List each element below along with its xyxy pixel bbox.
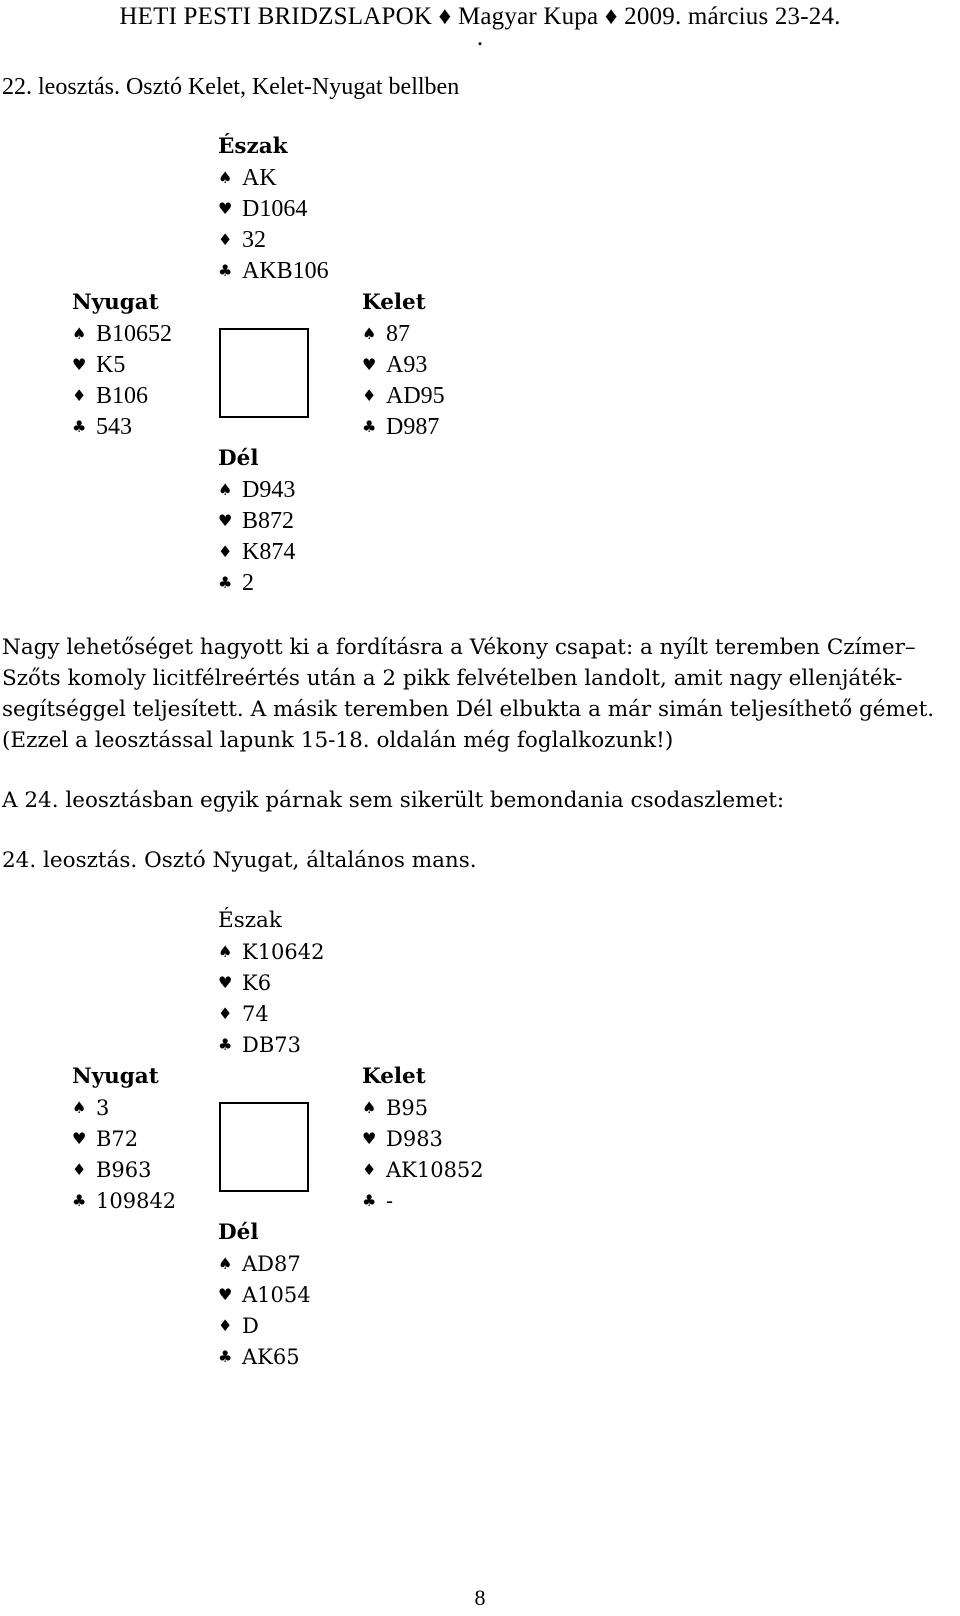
bridge-table-box	[219, 328, 309, 418]
heart-icon: ♥	[218, 511, 233, 530]
west-clubs: 543	[96, 414, 132, 440]
diamond-icon: ♦	[362, 1160, 377, 1179]
paragraph-line: segítséggel teljesített. A másik teremben Dél elbukta a már simán teljesíthető gémet.	[2, 697, 935, 722]
east-clubs: D987	[386, 414, 440, 440]
south-clubs: 2	[242, 570, 254, 596]
east-diamonds: AK10852	[386, 1158, 484, 1182]
deal-22-caption: 22. leosztás. Osztó Kelet, Kelet-Nyugat bellben	[2, 74, 460, 100]
north-diamonds: 32	[242, 227, 266, 253]
north-label: Észak	[218, 134, 288, 159]
east-spades: B95	[386, 1096, 429, 1120]
west-clubs: 109842	[96, 1189, 177, 1213]
diamond-icon: ♦	[72, 386, 87, 405]
spade-icon: ♠	[218, 1254, 233, 1273]
deal-24-south-hand	[218, 1217, 311, 1372]
club-icon: ♣	[362, 1191, 377, 1210]
north-hearts: K6	[242, 971, 272, 995]
east-label: Kelet	[362, 290, 426, 315]
east-hearts: D983	[386, 1127, 443, 1151]
club-icon: ♣	[362, 417, 377, 436]
club-icon: ♣	[218, 1347, 233, 1366]
south-diamonds: D	[242, 1314, 259, 1338]
south-hearts: B872	[242, 508, 295, 534]
heart-icon: ♥	[362, 355, 377, 374]
club-icon: ♣	[72, 417, 87, 436]
south-hearts: A1054	[242, 1283, 311, 1307]
spade-icon: ♠	[218, 480, 233, 499]
spade-icon: ♠	[362, 1098, 377, 1117]
deal-22-south-hand	[218, 443, 295, 598]
east-clubs: -	[386, 1189, 394, 1213]
east-spades: 87	[386, 321, 410, 347]
diamond-icon: ♦	[218, 542, 233, 561]
header-dot: .	[476, 24, 484, 51]
west-diamonds: B963	[96, 1158, 152, 1182]
heart-icon: ♥	[218, 199, 233, 218]
west-hearts: K5	[96, 352, 126, 378]
east-hearts: A93	[386, 352, 428, 378]
west-diamonds: B106	[96, 383, 149, 409]
spade-icon: ♠	[218, 942, 233, 961]
heart-icon: ♥	[72, 355, 87, 374]
page-header: HETI PESTI BRIDZSLAPOK ♦ Magyar Kupa ♦ 2009. március 23-24.	[119, 3, 841, 30]
page-number: 8	[474, 1585, 486, 1610]
north-clubs: DB73	[242, 1033, 301, 1057]
diamond-icon: ♦	[218, 1316, 233, 1335]
spade-icon: ♠	[72, 1098, 87, 1117]
deal-22-north-hand	[218, 131, 329, 286]
north-hearts: D1064	[242, 196, 308, 222]
deal-24-east-hand	[362, 1061, 484, 1216]
paragraph-line: (Ezzel a leosztással lapunk 15-18. oldalán még foglalkozunk!)	[2, 728, 674, 753]
deal-24-caption: 24. leosztás. Osztó Nyugat, általános mans.	[2, 848, 477, 873]
north-clubs: AKB106	[242, 258, 329, 284]
paragraph-line: Nagy lehetőséget hagyott ki a fordításra a Vékony csapat: a nyílt teremben Czímer–	[2, 635, 916, 660]
heart-icon: ♥	[218, 973, 233, 992]
south-clubs: AK65	[242, 1345, 300, 1369]
north-diamonds: 74	[242, 1002, 269, 1026]
bridge-table-box	[219, 1102, 309, 1192]
south-label: Dél	[218, 446, 259, 471]
east-diamonds: AD95	[386, 383, 445, 409]
north-label: Észak	[218, 908, 282, 933]
diamond-icon: ♦	[72, 1160, 87, 1179]
west-label: Nyugat	[72, 290, 159, 315]
west-spades: 3	[96, 1096, 110, 1120]
deal-24-west-hand	[72, 1061, 176, 1216]
diamond-icon: ♦	[362, 386, 377, 405]
south-label: Dél	[218, 1220, 259, 1245]
west-spades: B10652	[96, 321, 173, 347]
deal-24-north-hand	[218, 905, 325, 1060]
club-icon: ♣	[218, 1035, 233, 1054]
heart-icon: ♥	[72, 1129, 87, 1148]
east-label: Kelet	[362, 1064, 426, 1089]
paragraph-line: Szőts komoly licitfélreértés után a 2 pikk felvételben landolt, amit nagy ellenjáték-	[2, 666, 903, 691]
diamond-icon: ♦	[218, 1004, 233, 1023]
deal-22-west-hand	[72, 287, 172, 442]
west-hearts: B72	[96, 1127, 139, 1151]
north-spades: AK	[242, 165, 277, 191]
south-diamonds: K874	[242, 539, 296, 565]
spade-icon: ♠	[362, 324, 377, 343]
heart-icon: ♥	[218, 1285, 233, 1304]
north-spades: K10642	[242, 940, 325, 964]
spade-icon: ♠	[218, 168, 233, 187]
commentary-paragraph	[2, 632, 935, 756]
club-icon: ♣	[72, 1191, 87, 1210]
club-icon: ♣	[218, 573, 233, 592]
south-spades: AD87	[242, 1252, 301, 1276]
heart-icon: ♥	[362, 1129, 377, 1148]
west-label: Nyugat	[72, 1064, 159, 1089]
diamond-icon: ♦	[218, 230, 233, 249]
spade-icon: ♠	[72, 324, 87, 343]
south-spades: D943	[242, 477, 296, 503]
deal-24-intro: A 24. leosztásban egyik párnak sem sikerült bemondania csodaszlemet:	[2, 788, 785, 813]
deal-22-east-hand	[362, 287, 445, 442]
club-icon: ♣	[218, 261, 233, 280]
